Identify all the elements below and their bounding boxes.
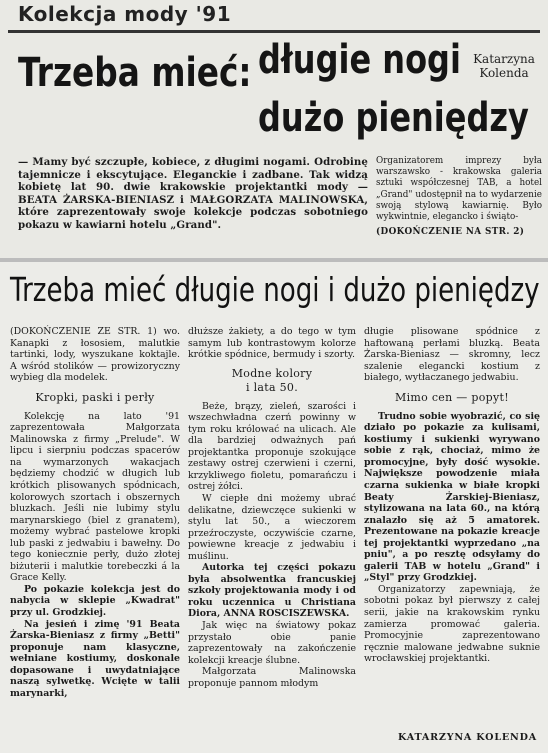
top-headline-left: Trzeba mieć: — [18, 50, 252, 96]
bottom-author-signature: KATARZYNA KOLENDA — [398, 732, 537, 743]
continued-note: (DOKOŃCZENIE NA STR. 2) — [376, 227, 525, 238]
lead-side-column — [376, 156, 542, 238]
col1-subheading: Kropki, paski i perły — [35, 390, 155, 404]
bottom-headline: Trzeba mieć długie nogi i dużo pieniędzy — [10, 270, 540, 309]
top-headline-right-line-1: długie nogi — [258, 37, 461, 83]
series-label: Kolekcja mody '91 — [18, 2, 232, 26]
author-first-name: Katarzyna — [473, 52, 535, 66]
article-column-2 — [188, 326, 356, 689]
article-column-3 — [364, 326, 540, 665]
col3-paragraph-3: Organizatorzy zapewniają, że sobotni pokaz był pierwszy z całej serii, jakie na krakowskim rynku zamierza promować galeria. Promocyjnie zaprezentowano ręcznie malowane jedwabne suknie wrocławskiej projektantki. — [364, 583, 540, 665]
col1-paragraph-2: Kolekcję na lato '91 zaprezentowała Małgorzata Malinowska z firmy „Prelude". W lipcu i sierpniu podczas spacerów na wymarzonych wakacjach będziemy chodzić w długich lub krótkich plisowanych spódnicach, kolorowych szortach i obszernych bluzkach. Jeśli nie lubimy stylu marynarskiego (biel z granatem), możemy wybrać pastelowe kropki lub paski z jedwabiu i bawełny. Do tego koniecznie perły, dużo złotej biżuterii i malutkie torebeczki á la Grace Kelly. — [10, 410, 180, 584]
side-text: Organizatorem imprezy była warszawsko - krakowska galeria sztuki współczesnej TAB, a hotel „Grand" udostępnił na to wydarzenie swoją stylową kawiarnię. Było wykwintnie, elegancko i świąto- — [376, 156, 542, 223]
col1-paragraph-1: (DOKOŃCZENIE ZE STR. 1) wo. Kanapki z łososiem, malutkie tartinki, lody, wyszukane koktajle. A wśród stolików — prowizoryczny wybieg dla modelek. — [10, 326, 180, 384]
col2-paragraph-1: dłuższe żakiety, a do tego w tym samym lub kontrastowym kolorze krótkie spódnice, bermudy i szorty. — [188, 326, 356, 361]
top-headline-right-line-2: dużo pieniędzy — [258, 95, 529, 141]
col1-paragraph-3: Po pokazie kolekcja jest do nabycia w sklepie „Kwadrat" przy ul. Grodzkiej. — [10, 583, 180, 619]
top-author-byline — [468, 52, 540, 80]
col3-paragraph-2: Trudno sobie wyobrazić, co się działo po pokazie za kulisami, kostiumy i sukienki wyrywano sobie z rąk, chociaż, mimo że promocyjne, były dość wysokie. Największe powodzenie miała czarna sukienka w białe kropki Beaty Żarskiej-Bieniasz, stylizowana na lata 60., na którą znalazło się aż 5 amatorek. Prezentowane na pokazie kreacje tej projektantki wyprzedano „na pniu", a po resztę odsyłamy do galerii TAB w hotelu „Grand" i „Styl" przy Grodzkiej. — [364, 410, 540, 584]
col1-paragraph-4: Na jesień i zimę '91 Beata Żarska-Bieniasz z firmy „Betti" proponuje nam klasyczne, wełniane kostiumy, doskonale dopasowane i uwydatniające naszą sylwetkę. Wcięte w talii marynarki, — [10, 618, 180, 699]
col3-subheading: Mimo cen — popyt! — [395, 390, 509, 404]
lead-paragraph: — Mamy być szczupłe, kobiece, z długimi nogami. Odrobinę tajemnicze i ekscytujące. Eleganckie i zadbane. Tak widzą kobietę lat 90. dwie krakowskie projektantki mody — BEATA ŻARSKA-BIENIASZ i MAŁGORZATA MALINOWSKA, które zaprezentowały swoje kolekcje podczas sobotniego pokazu w kawiarni hotelu „Grand". — [18, 156, 368, 231]
series-divider — [8, 30, 540, 33]
article-column-1 — [10, 326, 180, 699]
author-last-name: Kolenda — [479, 66, 529, 80]
col2-paragraph-3: W ciepłe dni możemy ubrać delikatne, dziewczęce sukienki w stylu lat 50., a wieczorem przeźroczyste, oczywiście czarne, powiewne kreacje z jedwabiu i muślinu. — [188, 493, 356, 562]
col2-paragraph-4: Autorka tej części pokazu była absolwentka francuskiej szkoły projektowania mody i od roku uczennica u Christiana Diora, ANNA ROSCISZEWSKA. — [188, 562, 356, 620]
col2-subheading-line-1: Modne kolory — [231, 366, 313, 380]
bottom-newspaper-clipping — [0, 262, 548, 753]
col2-paragraph-2: Beże, brązy, zieleń, szarości i wszechwładna czerń powinny w tym roku królować na ulicach. Ale dla bardziej odważnych pań projektantka proponuje szokujące zestawy ostrej czerwieni i czerni, krzykliwego fioletu, pomarańczu i ostrej żółci. — [188, 400, 356, 493]
top-newspaper-clipping — [0, 0, 548, 258]
col2-subheading-line-2: i lata 50. — [245, 380, 299, 394]
col2-paragraph-6: Małgorzata Malinowska proponuje pannom młodym — [188, 666, 356, 689]
col2-subheading — [188, 367, 356, 395]
col2-paragraph-5: Jak więc na światowy pokaz przystało obie panie zaprezentowały na zakończenie kolekcji kreacje ślubne. — [188, 620, 356, 666]
col3-paragraph-1: długie plisowane spódnice z haftowaną perłami bluzką. Beata Żarska-Bieniasz — skromny, lecz szalenie elegancki kostium z białego, wytłaczanego jedwabiu. — [364, 326, 540, 384]
